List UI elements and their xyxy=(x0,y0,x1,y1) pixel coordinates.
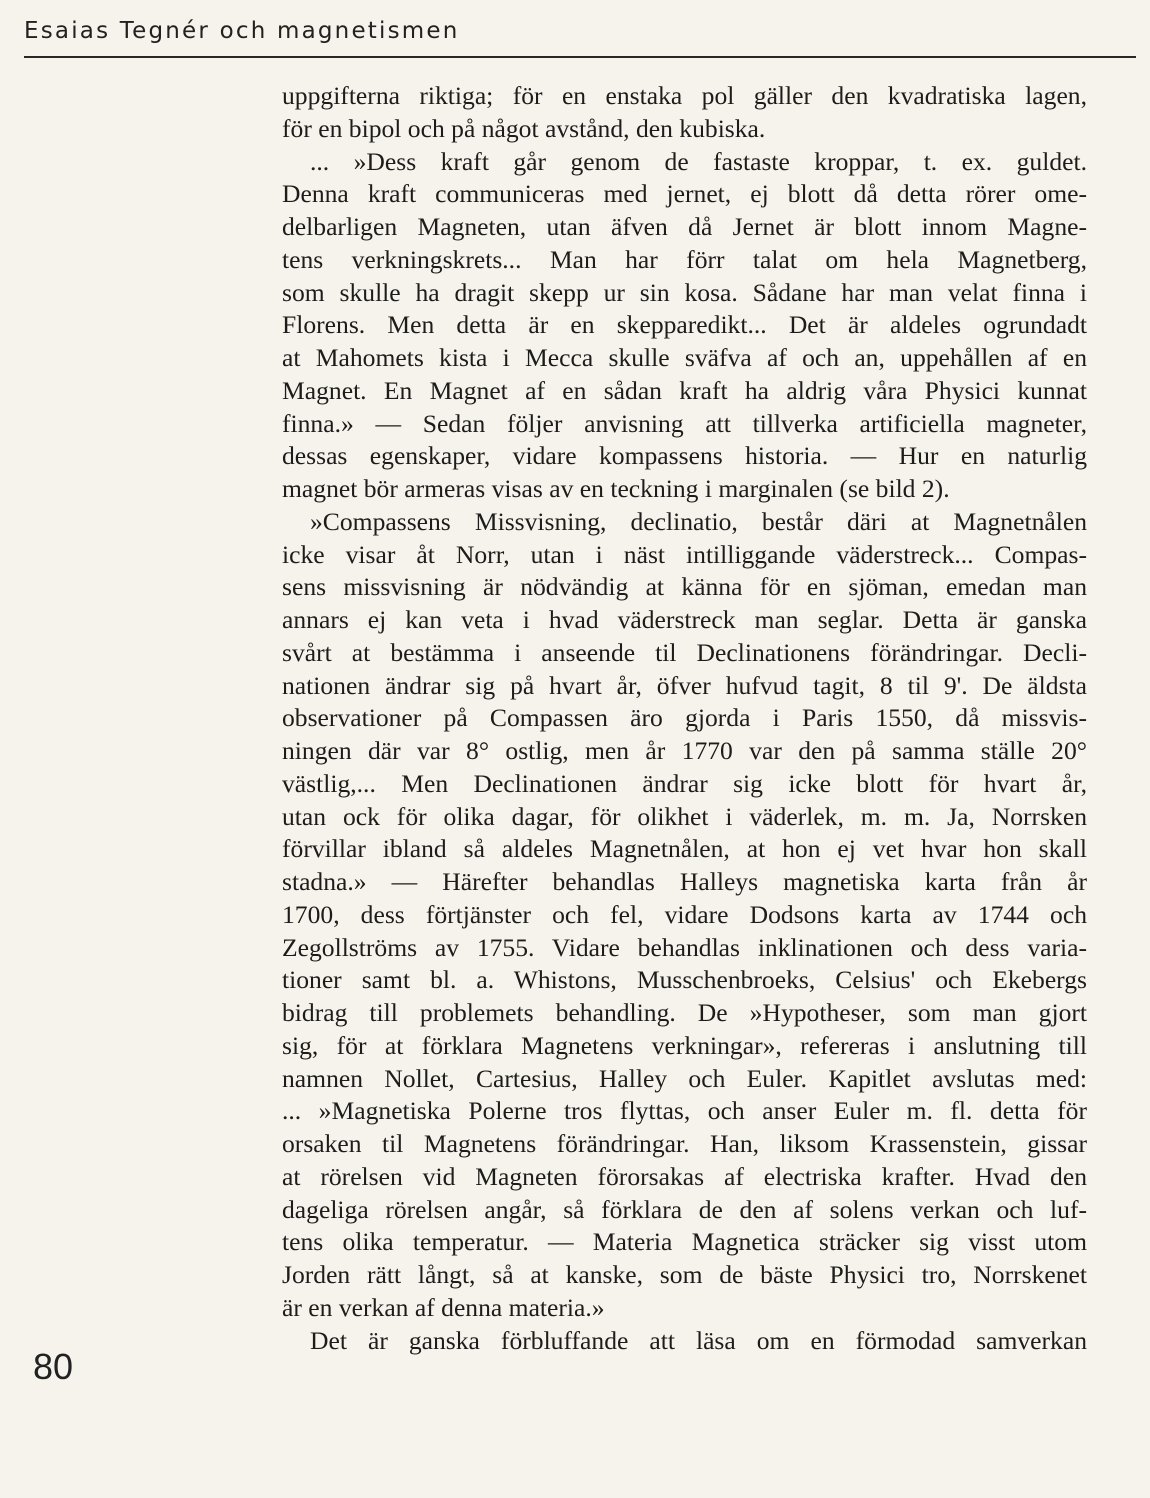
text-line: för en bipol och på något avstånd, den kubiska. xyxy=(282,113,766,143)
body-text xyxy=(282,80,1087,1357)
text-line: ningen där var 8° ostlig, men år 1770 var den på samma ställe 20° xyxy=(282,736,1087,765)
text-line: tioner samt bl. a. Whistons, Musschenbroeks, Celsius' och Ekebergs xyxy=(282,965,1087,995)
text-line: sens missvisning är nödvändig at känna för en sjöman, emedan man xyxy=(282,572,1087,602)
text-line: Denna kraft communiceras med jernet, ej blott då detta rörer ome- xyxy=(282,179,1087,209)
text-line: Det är ganska förbluffande att läsa om en förmodad samverkan xyxy=(310,1325,1087,1355)
text-line: at rörelsen vid Magneten förorsakas af electriska krafter. Hvad den xyxy=(282,1161,1087,1191)
text-line: at Mahomets kista i Mecca skulle sväfva af och an, uppehållen af en xyxy=(282,343,1087,372)
text-line: delbarligen Magneten, utan äfven då Jernet är blott innom Magne- xyxy=(282,212,1087,241)
text-line: som skulle ha dragit skepp ur sin kosa. Sådane har man velat finna i xyxy=(282,277,1087,307)
text-line: dageliga rörelsen angår, så förklara de den af solens verkan och luf- xyxy=(282,1194,1087,1224)
text-line: Zegollströms av 1755. Vidare behandlas inklinationen och dess varia- xyxy=(282,932,1087,962)
text-line: ... »Magnetiska Polerne tros flyttas, och anser Euler m. fl. detta för xyxy=(282,1096,1087,1126)
text-line: utan ock för olika dagar, för olikhet i väderlek, m. m. Ja, Norrsken xyxy=(282,801,1087,831)
text-line: bidrag till problemets behandling. De »Hypotheser, som man gjort xyxy=(282,998,1087,1027)
text-line: Florens. Men detta är en skepparedikt... Det är aldeles ogrundadt xyxy=(282,310,1087,340)
text-line: förvillar ibland så aldeles Magnetnålen, at hon ej vet hvar hon skall xyxy=(282,834,1087,864)
text-line: tens olika temperatur. — Materia Magnetica sträcker sig visst utom xyxy=(282,1227,1087,1257)
text-line: observationer på Compassen äro gjorda i Paris 1550, då missvis- xyxy=(282,703,1087,733)
text-line: nationen ändrar sig på hvart år, öfver hufvud tagit, 8 til 9'. De äldsta xyxy=(282,670,1087,700)
text-line: ... »Dess kraft går genom de fastaste kroppar, t. ex. guldet. xyxy=(310,146,1087,176)
text-line: västlig,... Men Declinationen ändrar sig icke blott för hvart år, xyxy=(282,768,1087,798)
running-header: Esaias Tegnér och magnetismen xyxy=(24,18,460,44)
text-line: svårt at bestämma i anseende til Declinationens förändringar. Decli- xyxy=(282,637,1087,667)
text-line: namnen Nollet, Cartesius, Halley och Euler. Kapitlet avslutas med: xyxy=(282,1063,1087,1093)
text-line: sig, för at förklara Magnetens verkningar», refereras i anslutning till xyxy=(282,1030,1087,1060)
text-line: Jorden rätt långt, så at kanske, som de bäste Physici tro, Norrskenet xyxy=(282,1260,1087,1289)
text-line: 1700, dess förtjänster och fel, vidare Dodsons karta av 1744 och xyxy=(282,899,1087,929)
text-line: finna.» — Sedan följer anvisning att tillverka artificiella magneter, xyxy=(282,408,1087,438)
text-line: orsaken til Magnetens förändringar. Han, liksom Krassenstein, gissar xyxy=(282,1129,1087,1158)
text-line: icke visar åt Norr, utan i näst intilliggande väderstreck... Compas- xyxy=(282,539,1087,569)
text-line: annars ej kan veta i hvad väderstreck man seglar. Detta är ganska xyxy=(282,605,1087,634)
text-line: dessas egenskaper, vidare kompassens historia. — Hur en naturlig xyxy=(282,441,1087,471)
header-rule xyxy=(24,56,1136,58)
page-number: 80 xyxy=(33,1346,74,1387)
text-line: Magnet. En Magnet af en sådan kraft ha aldrig våra Physici kunnat xyxy=(282,375,1087,405)
text-line: är en verkan af denna materia.» xyxy=(282,1292,605,1322)
text-line: uppgifterna riktiga; för en enstaka pol gäller den kvadratiska lagen, xyxy=(282,81,1087,110)
text-line: »Compassens Missvisning, declinatio, består däri at Magnetnålen xyxy=(310,506,1087,536)
text-line: tens verkningskrets... Man har förr talat om hela Magnetberg, xyxy=(282,244,1087,274)
text-line: magnet bör armeras visas av en teckning i marginalen (se bild 2). xyxy=(282,474,950,503)
text-line: stadna.» — Härefter behandlas Halleys magnetiska karta från år xyxy=(282,867,1087,896)
